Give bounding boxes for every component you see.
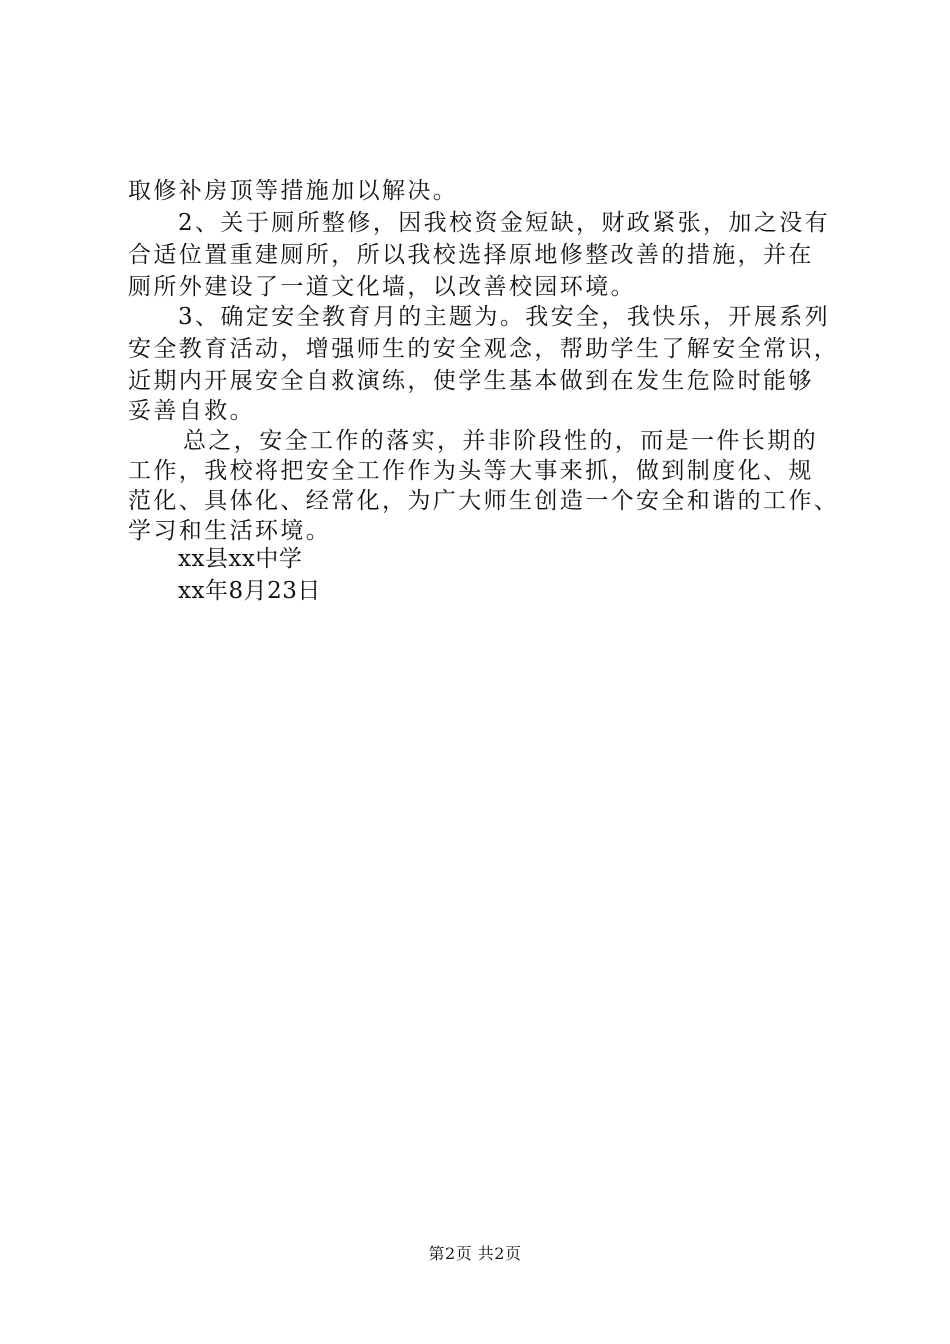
paragraph-line: 合适位置重建厕所，所以我校选择原地修整改善的措施，并在 — [128, 242, 814, 268]
paragraph-line: 厕所外建设了一道文化墙，以改善校园环境。 — [128, 274, 636, 300]
paragraph-line: 近期内开展安全自救演练，使学生基本做到在发生危险时能够 — [128, 368, 814, 394]
paragraph-line: 妥善自救。 — [128, 398, 255, 424]
paragraph-line: 取修补房顶等措施加以解决。 — [128, 178, 459, 204]
paragraph-line: 2、关于厕所整修，因我校资金短缺，财政紧张，加之没有 — [178, 210, 831, 236]
paragraph-line: 3、确定安全教育月的主题为。我安全，我快乐，开展系列 — [178, 304, 831, 330]
paragraph-line: 总之，安全工作的落实，并非阶段性的，而是一件长期的 — [183, 428, 818, 454]
paragraph-line: 安全教育活动，增强师生的安全观念，帮助学生了解安全常识， — [128, 336, 840, 362]
signature-date: xx年8月23日 — [178, 578, 321, 604]
page-number-footer: 第2页 共2页 — [428, 1244, 522, 1263]
signature-org: xx县xx中学 — [178, 546, 303, 572]
paragraph-line: 工作，我校将把安全工作作为头等大事来抓，做到制度化、规 — [128, 458, 814, 484]
paragraph-line: 范化、具体化、经常化，为广大师生创造一个安全和谐的工作、 — [128, 488, 840, 514]
paragraph-line: 学习和生活环境。 — [128, 518, 332, 544]
